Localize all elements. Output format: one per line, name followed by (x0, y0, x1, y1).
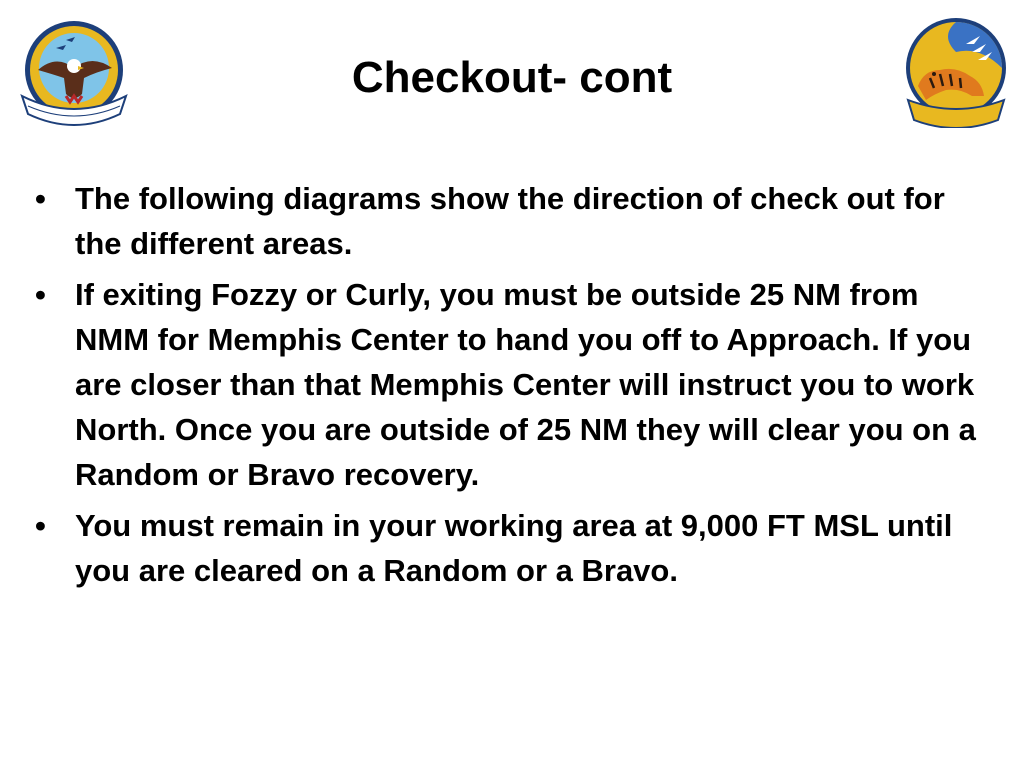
bullet-text-2: If exiting Fozzy or Curly, you must be outside 25 NM from NMM for Memphis Center to hand you off to Approach. If you are closer than that Memphis Center will instruct you to work North. Once you are outside of 25 NM they will clear you on a Random or Bravo recovery. (75, 277, 976, 492)
bullet-marker: • (35, 508, 46, 543)
bullet-item-2 (33, 272, 993, 497)
bullet-marker: • (35, 277, 46, 312)
bullet-text-3: You must remain in your working area at 9,000 FT MSL until you are cleared on a Random or a Bravo. (75, 508, 953, 588)
bullet-item-3 (33, 503, 993, 593)
tiger-squadron-insignia-icon (906, 18, 1006, 128)
bullet-list (33, 176, 993, 599)
slide-title: Checkout- cont (351, 53, 673, 102)
squadron-logo-right (900, 16, 1012, 128)
bullet-text-1: The following diagrams show the direction of check out for the different areas. (75, 181, 945, 261)
bullet-marker: • (35, 181, 46, 216)
bullet-item-1 (33, 176, 993, 266)
